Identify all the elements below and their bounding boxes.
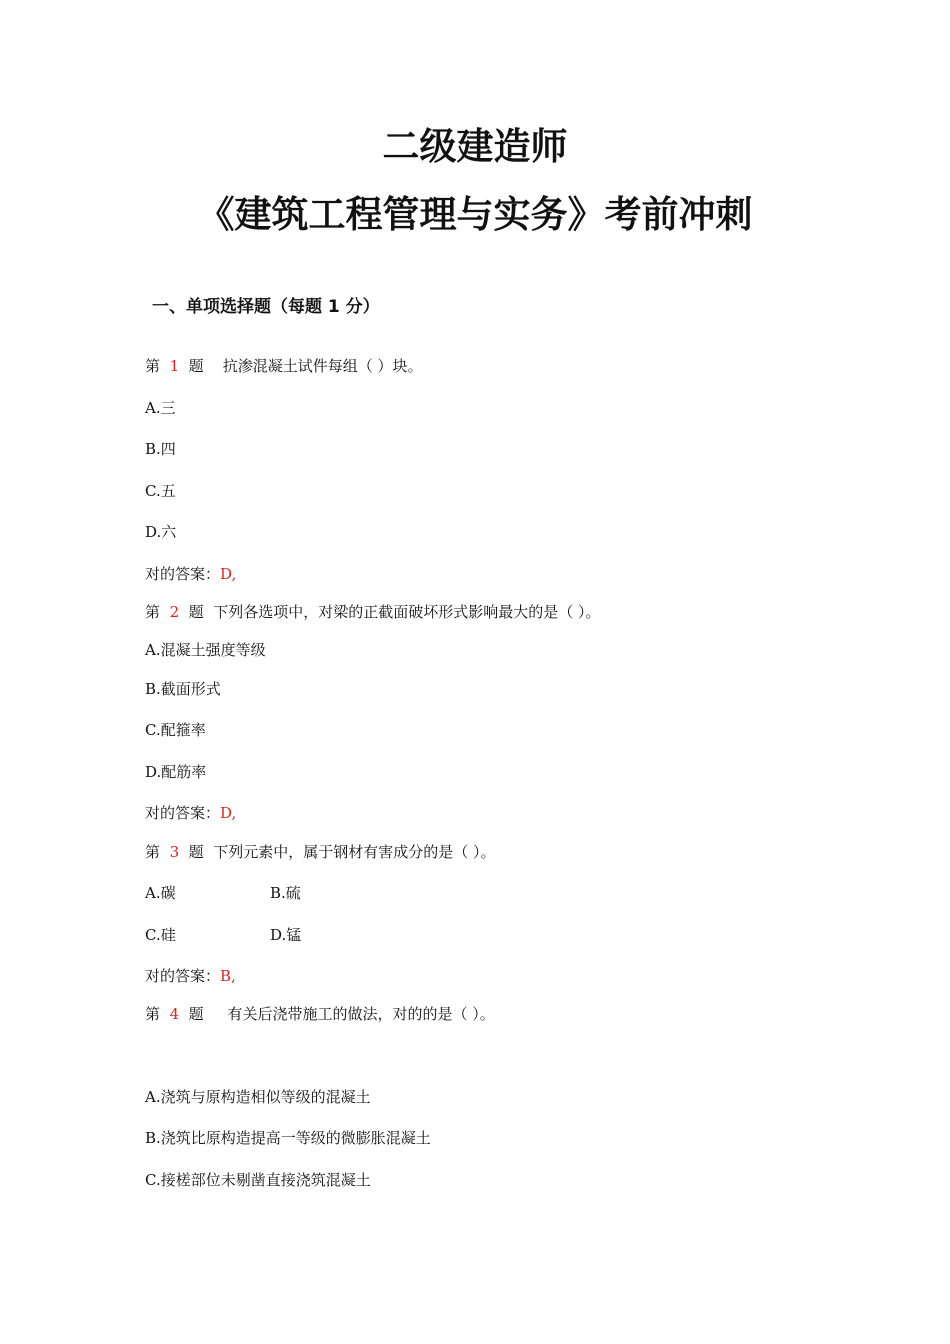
question-prefix: 第 bbox=[145, 843, 161, 861]
page-title-line1: 二级建造师 bbox=[382, 125, 568, 168]
answer-line bbox=[145, 966, 236, 986]
option-d: D.锰 bbox=[270, 926, 302, 944]
answer-label: 对的答案： bbox=[145, 967, 221, 985]
answer-label: 对的答案： bbox=[145, 565, 221, 583]
question-4 bbox=[145, 1004, 495, 1024]
question-text: 下列元素中，属于钢材有害成分的是（ ）。 bbox=[213, 843, 496, 861]
question-1 bbox=[145, 356, 423, 376]
question-3 bbox=[145, 842, 496, 862]
question-number: 2 bbox=[169, 603, 180, 621]
option-b: B.四 bbox=[145, 440, 176, 458]
option-c: C.接槎部位未剔凿直接浇筑混凝土 bbox=[145, 1171, 371, 1189]
section-heading: 一、单项选择题（每题 1 分） bbox=[152, 297, 380, 317]
option-a: A.混凝土强度等级 bbox=[145, 641, 266, 659]
answer-value: D, bbox=[220, 565, 237, 583]
option-c: C.五 bbox=[145, 482, 176, 500]
option-d: D.六 bbox=[145, 523, 177, 541]
question-suffix: 题 bbox=[188, 843, 204, 861]
option-d: D.配筋率 bbox=[145, 763, 207, 781]
answer-value: B, bbox=[220, 967, 236, 985]
options-row-2 bbox=[145, 925, 445, 945]
option-c: C.硅 bbox=[145, 926, 176, 944]
option-a: A.碳 bbox=[145, 884, 176, 902]
question-number: 1 bbox=[169, 357, 180, 375]
page-title-line2: 《建筑工程管理与实务》考前冲刺 bbox=[197, 193, 753, 236]
answer-line bbox=[145, 803, 236, 823]
question-prefix: 第 bbox=[145, 357, 161, 375]
options-row-1 bbox=[145, 883, 445, 903]
question-prefix: 第 bbox=[145, 1005, 161, 1023]
question-suffix: 题 bbox=[188, 357, 204, 375]
answer-line bbox=[145, 564, 236, 584]
answer-label: 对的答案： bbox=[145, 804, 221, 822]
question-number: 3 bbox=[169, 843, 180, 861]
question-2 bbox=[145, 602, 601, 622]
option-a: A.三 bbox=[145, 399, 176, 417]
option-b: B.浇筑比原构造提高一等级的微膨胀混凝土 bbox=[145, 1129, 431, 1147]
option-b: B.硫 bbox=[270, 884, 301, 902]
question-suffix: 题 bbox=[188, 603, 204, 621]
question-text: 下列各选项中，对梁的正截面破坏形式影响最大的是（ ）。 bbox=[213, 603, 601, 621]
option-a: A.浇筑与原构造相似等级的混凝土 bbox=[145, 1088, 371, 1106]
answer-value: D, bbox=[220, 804, 237, 822]
option-b: B.截面形式 bbox=[145, 680, 221, 698]
option-c: C.配箍率 bbox=[145, 721, 206, 739]
question-prefix: 第 bbox=[145, 603, 161, 621]
question-text: 抗渗混凝土试件每组（ ）块。 bbox=[222, 357, 423, 375]
question-number: 4 bbox=[169, 1005, 180, 1023]
question-text: 有关后浇带施工的做法，对的的是（ ）。 bbox=[227, 1005, 495, 1023]
question-suffix: 题 bbox=[188, 1005, 204, 1023]
